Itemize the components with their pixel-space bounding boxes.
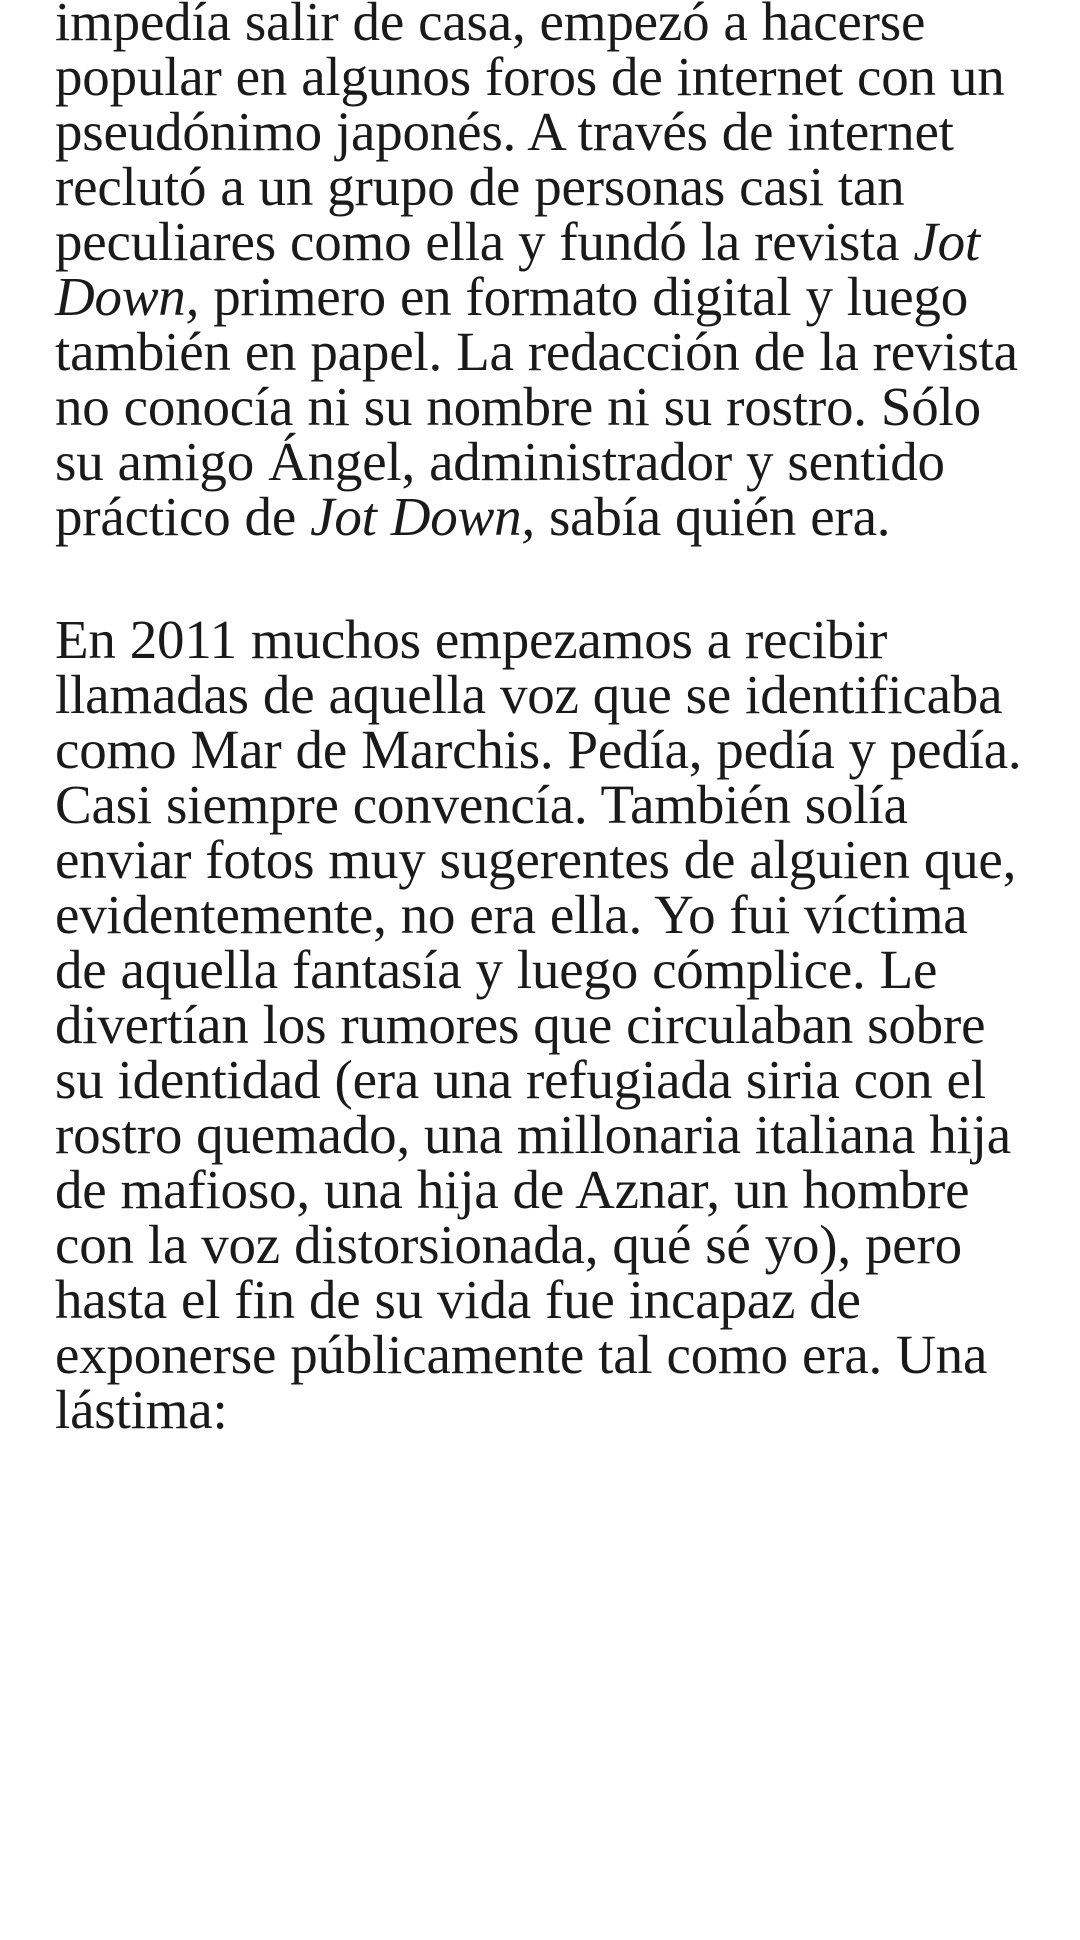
text-run: primero en formato digital y luego también en papel. La redacción de la revista no conocía ni su nombre ni su rostro. Sólo su amigo Ángel, administrador y sentido práctico de — [55, 266, 1018, 547]
paragraph — [55, 0, 1025, 547]
italic-title-run: Jot Down, — [310, 486, 535, 547]
text-run: En 2011 muchos empezamos a recibir llamadas de aquella voz que se identificaba como Mar de Marchis. Pedía, pedía y pedía. Casi siempre convencía. También solía enviar fotos muy sugerentes de alguien que, evidentemente, no era ella. Yo fui víctima de aquella fantasía y luego cómplice. Le divertían los rumores que circulaban sobre su identidad (era una refugiada siria con el rostro quemado, una millonaria italiana hija de mafioso, una hija de Aznar, un hombre con la voz distorsionada, qué sé yo), pero hasta el fin de su vida fue incapaz de exponerse públicamente tal como era. Una lástima: — [55, 609, 1022, 1440]
paragraph — [55, 609, 1025, 1440]
text-run: impedía salir de casa, empezó a hacerse popular en algunos foros de internet con un pseudónimo japonés. A través de internet reclutó a un grupo de personas casi tan peculiares como ella y fundó la revista — [55, 0, 1005, 272]
italic-title-run: Jot Down, — [55, 211, 980, 327]
text-run: sabía quién era. — [534, 486, 891, 547]
